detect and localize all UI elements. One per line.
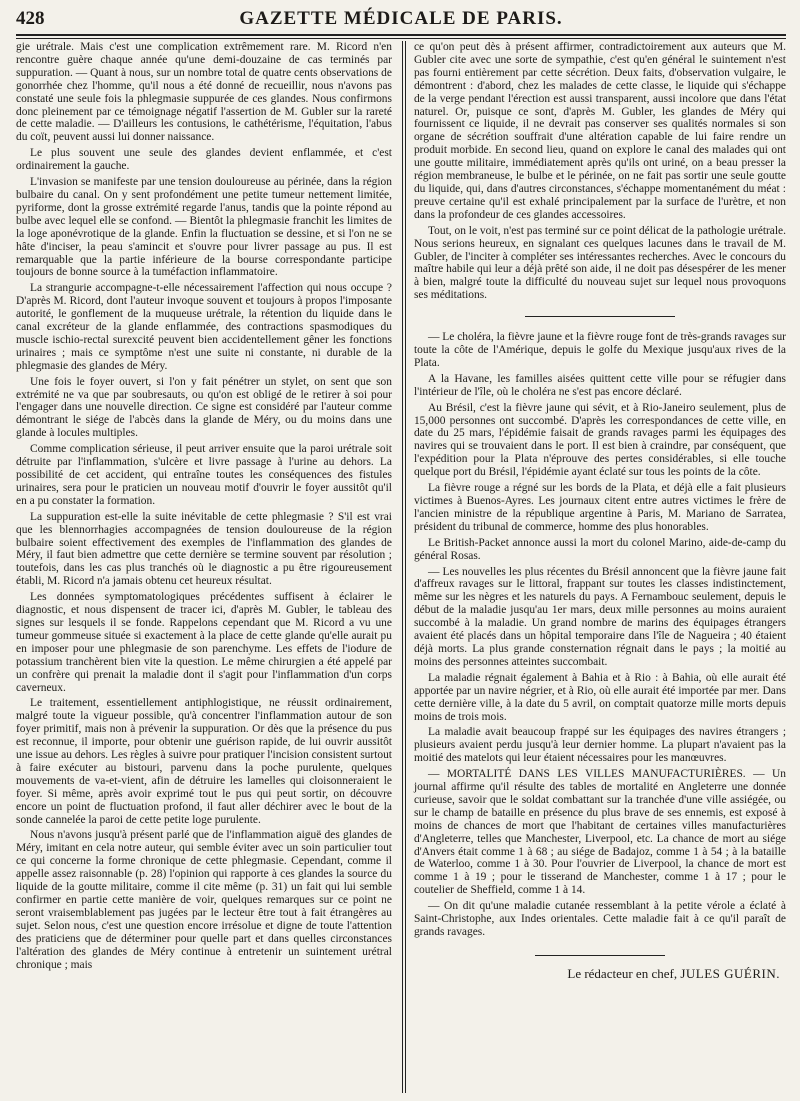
- left-column: [16, 41, 398, 1093]
- signature-separator: [535, 955, 665, 956]
- paragraph: L'invasion se manifeste par une tension douloureuse au périnée, dans la région bulbaire du canal. On y sent profondément une petite tumeur nettement limitée, pyriforme, dont la grosse extrémité regarde l'anus, tandis que la pointe répond au bulbe avec lequel elle se confond. — Bientôt la phlegmasie franchit les limites de la loge aponévrotique de la glande. Enfin la fluctuation se dessine, et si l'on ne se hâte d'inciser, la peau s'amincit et s'ouvre pour livrer passage au pus. Il est remarquable que la partie inférieure de la bourse correspondante participe toujours de bonne source à la tuméfaction inflammatoire.: [16, 176, 392, 279]
- column-divider: [402, 41, 406, 1093]
- paragraph: Le plus souvent une seule des glandes devient enflammée, et c'est ordinairement la gauche.: [16, 147, 392, 173]
- masthead-title: GAZETTE MÉDICALE DE PARIS.: [239, 8, 563, 29]
- section-separator: [525, 316, 675, 317]
- page-number: 428: [16, 8, 45, 29]
- paragraph: Nous n'avons jusqu'à présent parlé que de l'inflammation aiguë des glandes de Méry, imitant en cela notre auteur, qui semble éviter avec un soin particulier tout ce qui concerne la forme chronique de cette phlegmasie. Cependant, comme il appelle assez raisonnable (p. 28) l'opinion qui rapporte à ces glandes la source du liquide de la goutte militaire, comme il cite même (p. 31) un fait qui lui semble confirmer en partie cette manière de voir, quelques remarques sur ce point ne seront vraisemblablement pas jugées par le lecteur être tout à fait étrangères au sujet. Selon nous, c'est une question encore irrésolue et digne de toute l'attention des praticiens que de déterminer pour quelle part et dans quelles circonstances l'altération des glandes de Méry continue à entretenir un suintement urétral chronique ; mais: [16, 829, 392, 971]
- news-item: Au Brésil, c'est la fièvre jaune qui sévit, et à Rio-Janeiro seulement, plus de 15,000 personnes ont succombé. D'après les correspondances de cette ville, en date du 25 mars, l'épidémie faisait de grands ravages parmi les équipages des navires qui se trouvaient dans le port. Il est bien à craindre, par conséquent, que l'expédition pour la Plata n'éprouve des pertes considérables, si elle touche quelque port du Brésil, l'épidémie ayant éclaté sur tous les points de la côte.: [413, 401, 786, 479]
- paragraph: Comme complication sérieuse, il peut arriver ensuite que la paroi urétrale soit détruite par l'inflammation, s'ulcère et livre passage à l'urine au dehors. La possibilité de cet accident, qui entraîne toutes les conséquences des fistules urinaires, sera pour le praticien un nouveau motif d'ouvrir le foyer aussitôt qu'il en a pu constater la formation.: [16, 443, 392, 507]
- page-header: [16, 6, 786, 36]
- signature-name: JULES GUÉRIN.: [680, 965, 780, 981]
- header-rule: [16, 36, 786, 39]
- paragraph: Tout, on le voit, n'est pas terminé sur ce point délicat de la pathologie urétrale. Nous serions heureux, en signalant ces quelques lacunes dans le travail de M. Gubler, de l'inciter à compléter ses intéressantes recherches. Avec le concours du maître habile qui leur a déjà prêté son aide, il ne doit pas désespérer de les mener à bien, malgré toute la difficulté du nouveau sujet sur lequel nous provoquons ses méditations.: [413, 224, 786, 302]
- news-item: Le British-Packet annonce aussi la mort du colonel Marino, aide-de-camp du général Rosas.: [413, 536, 786, 562]
- news-item: La fièvre rouge a régné sur les bords de la Plata, et déjà elle a fait plusieurs victimes à Buenos-Ayres. Les journaux citent entre autres victimes le frère de l'ancien ministre de la république argentine à Paris, M. Mariano de Sarratea, président du tribunal de commerce, homme des plus honorables.: [413, 482, 786, 533]
- paragraph: gie urétrale. Mais c'est une complication extrêmement rare. M. Ricord n'en rencontre guère chaque année qu'une demi-douzaine de cas terminés par suppuration. — Quant à nous, sur un nombre total de quatre cents observations de gonorrhée chez l'homme, qu'il nous a été donné de recueillir, nous n'avons pas constaté une seule fois la phlegmasie suppurée de ces glandes. Nous confirmons donc pleinement par ce témoignage négatif l'assertion de M. Gubler sur la rareté de cette maladie. — D'ailleurs les contusions, le cathétérisme, l'équitation, l'abus du coït, peuvent aussi lui donner naissance.: [16, 41, 392, 144]
- editor-signature: [414, 965, 786, 981]
- paragraph: Le traitement, essentiellement antiphlogistique, ne réussit ordinairement, malgré toute la vigueur possible, qu'à concentrer l'inflammation autour de son foyer primitif, mais non à prévenir la suppuration. Or dès que la présence du pus est reconnue, il importe, pour obtenir une guérison rapide, de lui ouvrir aussitôt une issue au dehors. Les règles à suivre pour pratiquer l'incision consistent surtout à faire exécuter au bistouri, parvenu dans la poche purulente, quelques mouvements de va-et-vient, afin de détruire les lamelles qui cloisonneraient le foyer. Si même, après avoir exprimé tout le pus qui peut sortir, on découvre encore un point de fluctuation profond, il faut aller déchirer avec le bout de la sonde cannelée la paroi de cette petite loge purulente.: [16, 697, 392, 826]
- right-column: [410, 41, 786, 1093]
- paragraph: ce qu'on peut dès à présent affirmer, contradictoirement aux auteurs que M. Gubler cite avec une sorte de sympathie, c'est qu'en général le suintement n'est pas fourni entièrement par cette sécrétion. Deux faits, d'observation vulgaire, le démontrent : d'abord, chez les malades de cette classe, le liquide qui s'échappe de la verge pendant l'érection est aussi transparent, aussi incolore que dans l'état naturel. Or, puisque ce sont, d'après M. Gubler, les glandes de Méry qui fournissent ce liquide, il ne devrait pas conserver ses qualités normales si son organe de sécrétion souffrait d'une altération capable de lui faire rendre un produit morbide. En second lieu, quand on explore le canal des malades qui ont une goutte militaire, immédiatement après qu'ils ont uriné, on a beau presser la région membraneuse, le bulbe et le périnée, on ne fait pas sortir une seule goutte du liquide, qui, dans d'autres circonstances, s'échappe momentanément du méat : preuve certaine qu'il est exhalé principalement par la surface de l'urètre, et non dans la profondeur de ces glandes accessoires.: [413, 41, 786, 221]
- news-item: — MORTALITÉ DANS LES VILLES MANUFACTURIÈRES. — Un journal affirme qu'il résulte des tables de mortalité en Angleterre une donnée curieuse, savoir que le soldat combattant sur la tranchée d'une ville assiégée, ou sur le champ de bataille en présence du plus brave de ses ennemis, est exposé à moins de chances de mort que l'habitant de certaines villes manufacturières d'Angleterre, telles que Manchester, Liverpool, etc. La chance de mort au siége d'Anvers était comme 1 à 68 ; au siége de Badajoz, comme 1 à 54 ; à la bataille de Waterloo, comme 1 à 30. Pour l'ouvrier de Liverpool, la chance de mort est comme 1 à 19 ; pour le tisserand de Manchester, comme 1 à 17 ; pour le coutelier de Sheffield, comme 1 à 14.: [413, 768, 786, 897]
- news-item: — Le choléra, la fièvre jaune et la fièvre rouge font de très-grands ravages sur toute la côte de l'Amérique, depuis le golfe du Mexique jusqu'aux rives de la Plata.: [413, 331, 786, 369]
- signature-label: Le rédacteur en chef,: [567, 965, 678, 981]
- news-item: La maladie avait beaucoup frappé sur les équipages des navires étrangers ; plusieurs avaient perdu jusqu'à leur dernier homme. La plupart n'avaient pas la moitié des matelots qui leur étaient nécessaires pour les manœuvres.: [413, 726, 786, 765]
- paragraph: Les données symptomatologiques précédentes suffisent à éclairer le diagnostic, et nous dispensent de tracer ici, d'après M. Gubler, le tableau des signes sur lesquels il se fonde. Rappelons cependant que M. Ricord a vu une tumeur gommeuse située si exactement à la place de cette glande qu'elle aurait pu en imposer pour une phlegmasie de son parenchyme. Les effets de l'iodure de potassium tranchèrent bien vite la question. Le même chirurgien a été appelé par un confrère qui prenait la maladie dont il s'agit pour l'inflammation d'un corps caverneux.: [16, 591, 392, 694]
- columns: [16, 41, 786, 1093]
- paragraph: Une fois le foyer ouvert, si l'on y fait pénétrer un stylet, on sent que son extrémité ne va que par soubresauts, ou qu'on est obligé de le retirer à soi pour l'engager dans une nouvelle direction. Ce signe est considéré par l'auteur comme démontrant le siége de l'abcès dans la glande de Méry, ou du moins dans une glande à locules multiples.: [16, 375, 392, 440]
- paragraph: La suppuration est-elle la suite inévitable de cette phlegmasie ? S'il est vrai que les blennorrhagies accompagnées de tension douloureuse de la région bulbaire soient effectivement des exemples de l'inflammation des glandes de Méry, il faut bien admettre que cette dernière se termine souvent par résolution ; toutefois, dans les cas plus tranchés où le diagnostic a pu être rigoureusement établi, M. Ricord n'a jamais obtenu cet heureux résultat.: [16, 510, 392, 588]
- news-item: La maladie régnait également à Bahia et à Rio : à Bahia, où elle aurait été apportée par un navire négrier, et à Rio, où elle aurait été importée par mer. Dans cette dernière ville, à la date du 5 avril, on comptait quatorze mille morts depuis moins de trois mois.: [413, 671, 786, 723]
- paragraph: La strangurie accompagne-t-elle nécessairement l'affection qui nous occupe ? D'après M. Ricord, dont l'auteur invoque souvent et toujours à propos l'imposante autorité, le gonflement de la muqueuse urétrale, la rétention du liquide dans le canal excréteur de la glande enflammée, des contractions spasmodiques du muscle ischio-rectal surexcité peuvent bien accidentellement gêner les fonctions urinaires ; mais ce symptôme n'est une suite ni constante, ni durable de la phlegmasie des glandes de Méry.: [16, 282, 392, 372]
- news-item: A la Havane, les familles aisées quittent cette ville pour se réfugier dans l'intérieur de l'île, où le choléra ne s'est pas encore déclaré.: [413, 372, 786, 398]
- news-item: — Les nouvelles les plus récentes du Brésil annoncent que la fièvre jaune fait d'affreux ravages sur le littoral, frappant sur toutes les classes indistinctement, même sur les nègres et les naturels du pays. A Fernambouc seulement, depuis le début de la maladie jusqu'au 1er mars, deux mille personnes au moins auraient succombé à la maladie. Un grand nombre de marins des équipages étrangers avaient été placés dans un hôpital temporaire dans l'île de Nagueira ; 40 étaient déjà morts. La plus grande consternation régnait dans le pays ; la moitié au moins des personnes atteintes succombait.: [413, 565, 786, 668]
- news-item: — On dit qu'une maladie cutanée ressemblant à la petite vérole a éclaté à Saint-Christophe, aux Indes orientales. Cette maladie fait à ce qu'il paraît de grands ravages.: [413, 900, 786, 938]
